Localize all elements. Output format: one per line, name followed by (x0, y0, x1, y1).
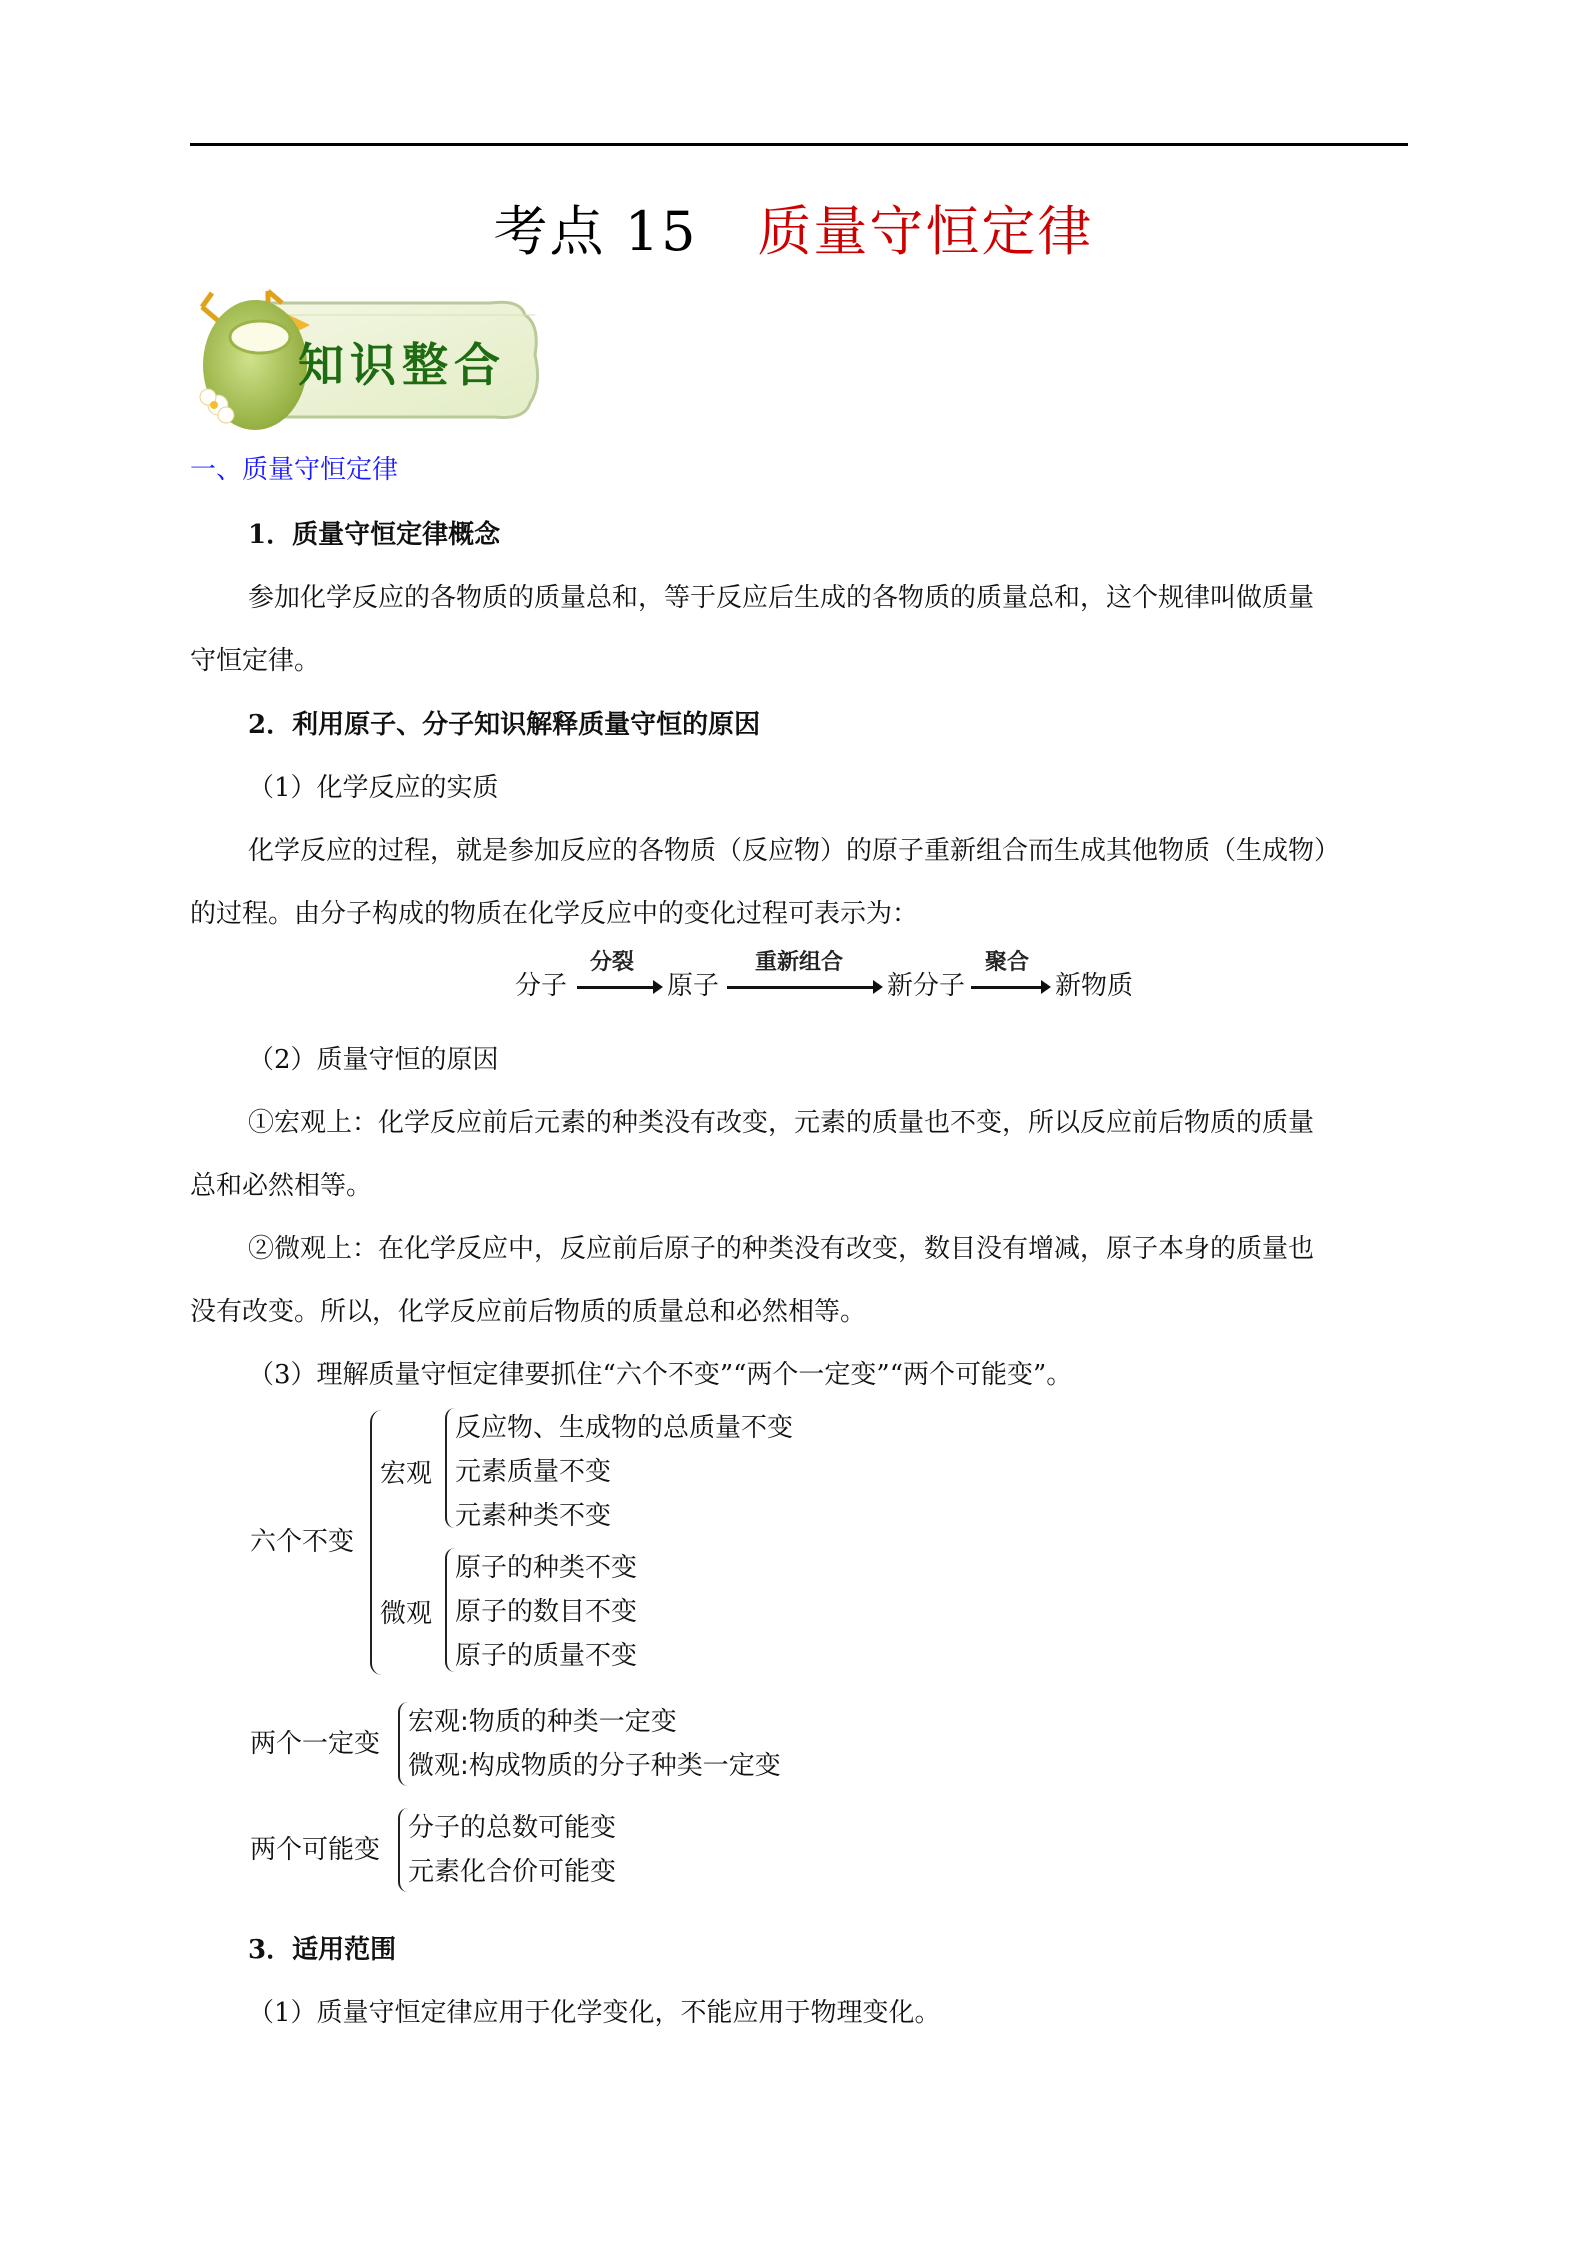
paragraph-title: （1）化学反应的实质 (248, 773, 499, 803)
brace-icon (398, 1808, 408, 1892)
tree-leaf: 微观:构成物质的分子种类一定变 (408, 1751, 781, 1781)
brace-icon (398, 1702, 408, 1786)
paragraph-title: （2）质量守恒的原因 (248, 1045, 499, 1075)
paragraph-line: （1）质量守恒定律应用于化学变化，不能应用于物理变化。 (248, 1998, 941, 2028)
reaction-flow-diagram (515, 945, 1195, 1005)
title-main: 质量守恒定律 (757, 200, 1094, 263)
flow-node: 新分子 (887, 971, 966, 1001)
subsection-title-3: 3．适用范围 (248, 1935, 397, 1965)
section-heading: 一、质量守恒定律 (190, 455, 399, 485)
paragraph-line: ②微观上：在化学反应中，反应前后原子的种类没有改变，数目没有增减，原子本身的质量也 (248, 1234, 1315, 1264)
tree-leaf: 分子的总数可能变 (408, 1813, 617, 1843)
tree-leaf: 宏观:物质的种类一定变 (408, 1707, 677, 1737)
subsection-title-2: 2．利用原子、分子知识解释质量守恒的原因 (248, 710, 761, 740)
paragraph-line: 没有改变。所以，化学反应前后物质的质量总和必然相等。 (190, 1297, 867, 1327)
arrow-right-icon (577, 986, 657, 989)
flow-node: 分子 (515, 971, 568, 1001)
tree-leaf: 反应物、生成物的总质量不变 (455, 1413, 794, 1443)
paragraph-line: 化学反应的过程，就是参加反应的各物质（反应物）的原子重新组合而生成其他物质（生成物） (248, 836, 1341, 866)
page-title (0, 195, 1587, 269)
subsection-title-1: 1．质量守恒定律概念 (248, 520, 501, 550)
tree-root-label: 两个一定变 (250, 1729, 381, 1759)
paragraph-title: （3）理解质量守恒定律要抓住“六个不变”“两个一定变”“两个可能变”。 (248, 1360, 1073, 1390)
tree-leaf: 元素化合价可能变 (408, 1857, 617, 1887)
flow-node: 原子 (667, 971, 720, 1001)
knowledge-banner (190, 285, 550, 430)
tree-leaf: 原子的质量不变 (455, 1641, 638, 1671)
flow-arrow-label: 聚合 (985, 950, 1030, 975)
brace-icon (370, 1410, 382, 1675)
paragraph-line: ①宏观上：化学反应前后元素的种类没有改变，元素的质量也不变，所以反应前后物质的质量 (248, 1108, 1315, 1138)
header-rule (190, 143, 1408, 146)
brace-icon (445, 1548, 455, 1672)
title-prefix: 考点 15 (493, 200, 698, 263)
flow-arrow-label: 分裂 (590, 950, 635, 975)
paragraph-line: 的过程。由分子构成的物质在化学反应中的变化过程可表示为： (190, 899, 919, 929)
tree-leaf: 原子的数目不变 (455, 1597, 638, 1627)
flow-arrow-label: 重新组合 (755, 950, 844, 975)
tree-root-label: 两个可能变 (250, 1835, 381, 1865)
tree-leaf: 元素种类不变 (455, 1501, 612, 1531)
tree-branch-label: 微观 (380, 1599, 433, 1629)
paragraph-line: 参加化学反应的各物质的质量总和，等于反应后生成的各物质的质量总和，这个规律叫做质量 (248, 583, 1315, 613)
arrow-right-icon (971, 986, 1045, 989)
paragraph-line: 总和必然相等。 (190, 1171, 373, 1201)
banner-label: 知识整合 (298, 338, 506, 392)
paragraph-line: 守恒定律。 (190, 646, 321, 676)
tree-root-label: 六个不变 (250, 1527, 355, 1557)
brace-icon (445, 1408, 455, 1528)
tree-branch-label: 宏观 (380, 1459, 433, 1489)
flow-node: 新物质 (1055, 971, 1134, 1001)
tree-leaf: 元素质量不变 (455, 1457, 612, 1487)
tree-leaf: 原子的种类不变 (455, 1553, 638, 1583)
arrow-right-icon (727, 986, 877, 989)
